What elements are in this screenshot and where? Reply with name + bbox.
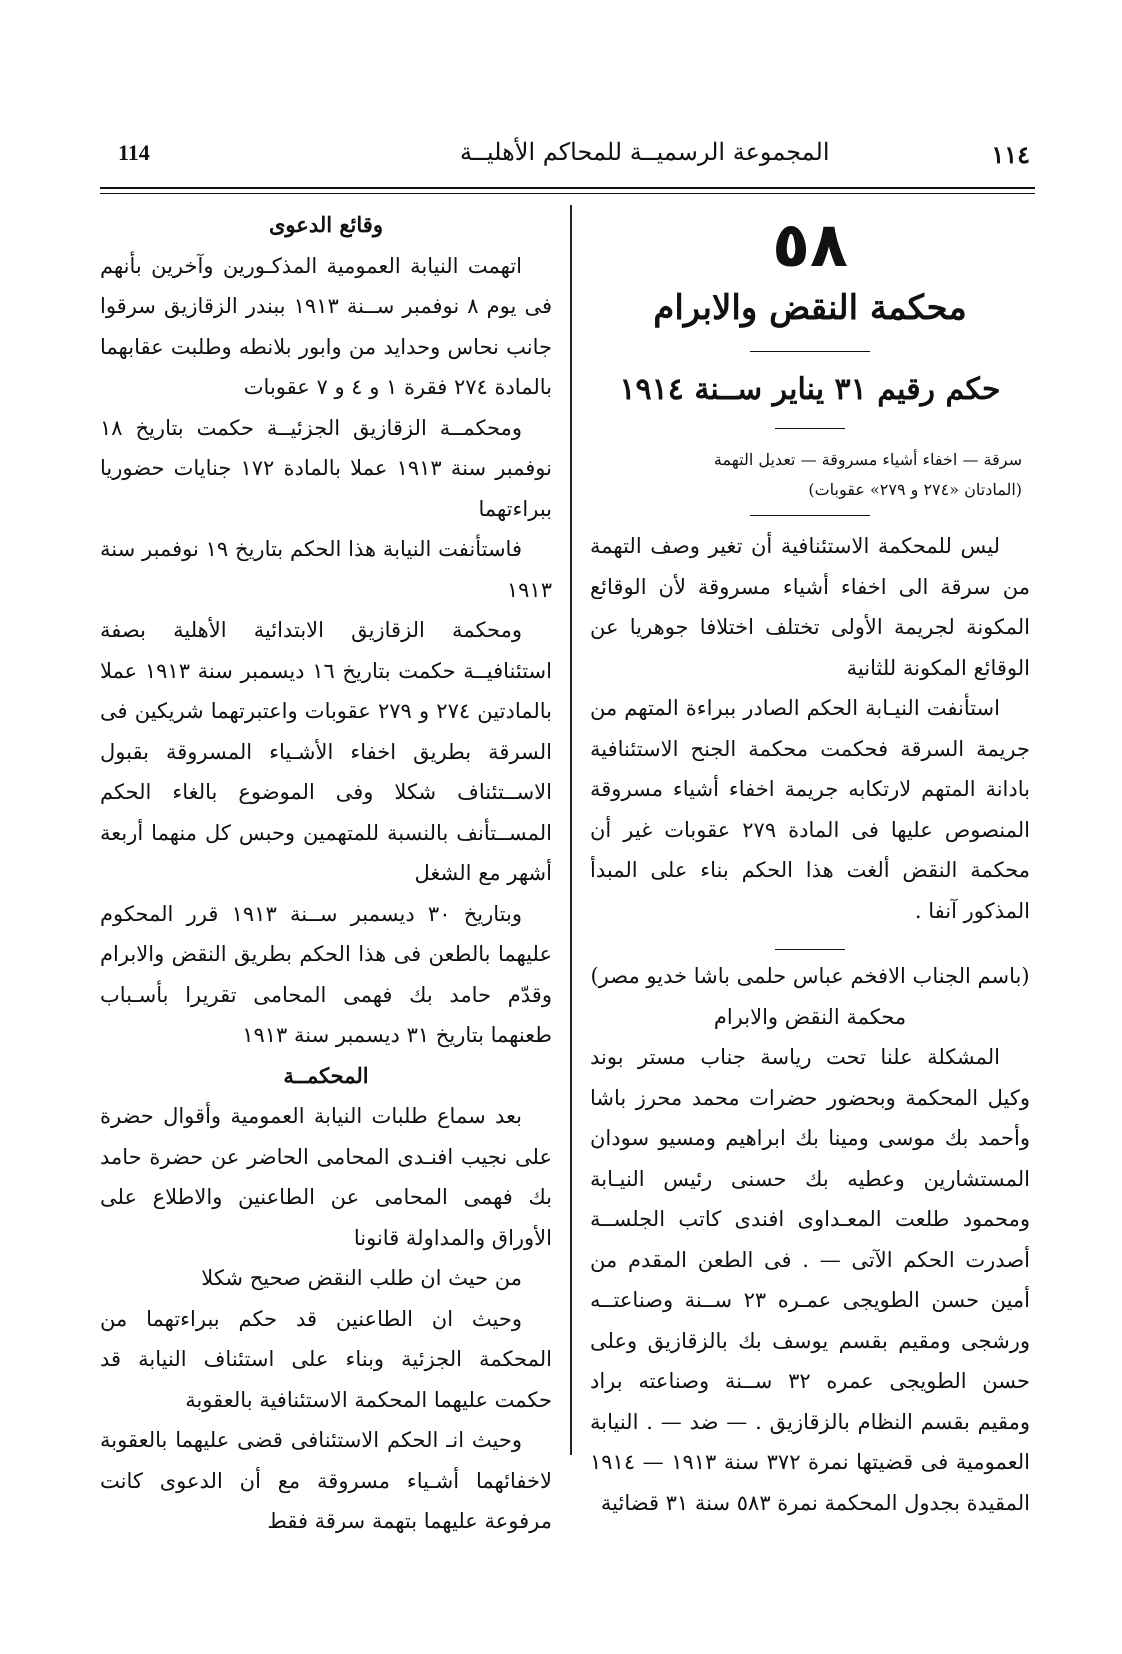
header-rule-thick [100, 187, 1035, 189]
running-title: المجموعة الرسميــة للمحاكم الأهليــة [460, 138, 830, 166]
court-paragraph: بعد سماع طلبات النيابة العمومية وأقوال حضرة على نجيب افنـدى المحامى الحاضر عن حضرة حامد بك فهمى المحامى عن الطاعنين والاطلاع على الأوراق والمداولة قانونا [100, 1104, 552, 1250]
court-title: المحكمــة [283, 1062, 369, 1088]
court-paragraph: من حيث ان طلب النقض صحيح شكلا [201, 1266, 522, 1290]
divider [775, 428, 845, 429]
right-column [590, 205, 1030, 1523]
case-number: ٥٨ [772, 208, 848, 281]
facts-paragraph: فاستأنفت النيابة هذا الحكم بتاريخ ١٩ نوفمبر سنة ١٩١٣ [100, 537, 552, 602]
name-heading: (باسم الجناب الافخم عباس حلمى باشا خديو مصر) [590, 964, 1030, 988]
facts-paragraph: اتهمت النيابة العمومية المذكـورين وآخرين بأنهم فى يوم ٨ نوفمبر ســنة ١٩١٣ ببندر الزقازيق سرقوا جانب نحاس وحدايد من وابور بلانطه وطلبت عقابهما بالمادة ٢٧٤ فقرة ١ و ٤ و ٧ عقوبات [100, 253, 552, 399]
page-number-arabic: ١١٤ [991, 140, 1030, 169]
left-column [100, 205, 552, 1542]
facts-paragraph: وبتاريخ ٣٠ ديسمبر ســنة ١٩١٣ قرر المحكوم عليهما بالطعن فى هذا الحكم بطريق النقض والابرام وقدّم حامد بك فهمى المحامى تقريرا بأسـباب طعنهما بتاريخ ٣١ ديسمبر سنة ١٩١٣ [100, 901, 552, 1047]
court-composition: المشكلة علنا تحت رياسة جناب مستر بوند وكيل المحكمة وبحضور حضرات محمد محرز باشا وأحمد بك موسى ومينا بك ابراهيم ومسيو سودان المستشارين وعطيه بك حسنى رئيس النيـابة ومحمود طلعت المعـداوى افندى كاتب الجلســة أصدرت الحكم الآتى — . فى الطعن المقدم من أمين حسن الطويجى عمـره ٢٣ ســنة وصناعتــه ورشجى ومقيم بقسم يوسف بك بالزقازيق وعلى حسن الطويجى عمره ٣٢ ســنة وصناعته براد ومقيم بقسم النظام بالزقازيق . — ضد — . النيابة العمومية فى قضيتها نمرة ٣٧٢ سنة ١٩١٣ — ١٩١٤ المقيدة بجدول المحكمة نمرة ٥٨٣ سنة ٣١ قضائية [590, 1045, 1030, 1515]
page-header [100, 140, 1030, 180]
facts-summary: استأنفت النيـابة الحكم الصادر ببراءة المتهم من جريمة السرقة فحكمت محكمة الجنح الاستئنافية بادانة المتهم لارتكابه جريمة اخفاء أشياء مسروقة المنصوص عليها فى المادة ٢٧٩ عقوبات غير أن محكمة النقض ألغت هذا الحكم بناء على المبدأ المذكور آنفا . [590, 696, 1030, 923]
articles-line: (المادتان «٢٧٤ و ٢٧٩» عقوبات) [808, 480, 1022, 499]
subject-line: سرقة — اخفاء أشياء مسروقة — تعديل التهمة [713, 450, 1022, 469]
header-rule-thin [100, 193, 1035, 194]
facts-paragraph: ومحكمة الزقازيق الابتدائية الأهلية بصفة استئنافيــة حكمت بتاريخ ١٦ ديسمبر سنة ١٩١٣ عملا بالمادتين ٢٧٤ و ٢٧٩ عقوبات واعتبرتهما شريكين فى السرقة بطريق اخفاء الأشـياء المسروقة بقبول الاســتئناف شكلا وفى الموضوع بالغاء الحكم المســتأنف بالنسبة للمتهمين وحبس كل منهما أربعة أشهر مع الشغل [100, 618, 552, 885]
column-divider [570, 205, 572, 1455]
page-number-latin: 114 [118, 140, 150, 165]
court-paragraph: وحيث انـ الحكم الاستئنافى قضى عليهما بالعقوبة لاخفائهما أشـياء مسروقة مع أن الدعوى كانت مرفوعة عليهما بتهمة سرقة فقط [100, 1428, 552, 1533]
court-name: محكمة النقض والابرام [653, 288, 967, 328]
divider [750, 351, 870, 352]
name-subheading: محكمة النقض والابرام [713, 1004, 907, 1029]
facts-title: وقائع الدعوى [269, 212, 383, 237]
divider [750, 515, 870, 516]
legal-principle: ليس للمحكمة الاستئنافية أن تغير وصف التهمة من سرقة الى اخفاء أشياء مسروقة لأن الوقائع المكونة لجريمة الأولى تختلف اختلافا جوهريا عن الوقائع المكونة للثانية [590, 534, 1030, 680]
facts-paragraph: ومحكمــة الزقازيق الجزئيــة حكمت بتاريخ ١٨ نوفمبر سنة ١٩١٣ عملا بالمادة ١٧٢ جنايات حضوريا ببراءتهما [100, 415, 552, 521]
divider [775, 949, 845, 950]
court-paragraph: وحيث ان الطاعنين قد حكم ببراءتهما من المحكمة الجزئية وبناء على استئناف النيابة قد حكمت عليهما المحكمة الاستئنافية بالعقوبة [100, 1306, 552, 1412]
ruling-date: حكم رقيم ٣١ يناير ســنة ١٩١٤ [619, 372, 1001, 407]
